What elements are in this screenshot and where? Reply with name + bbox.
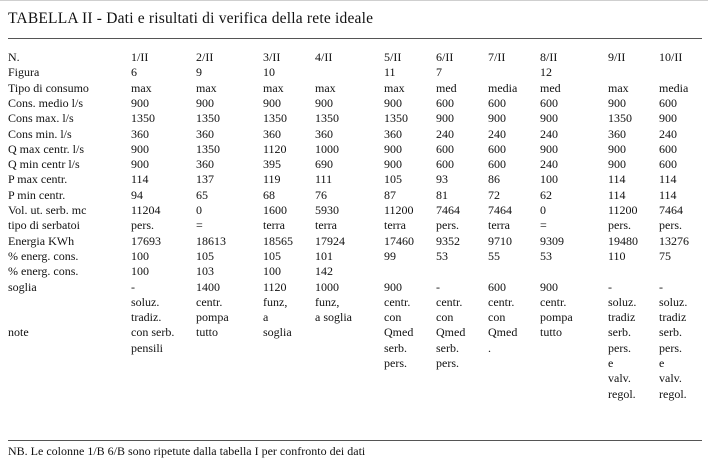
table-cell: med [540,80,561,95]
table-cell: 600 [488,279,506,294]
table-cell: 240 [540,126,558,141]
table-cell: tutto [196,325,219,340]
table-cell: 17460 [384,233,414,248]
row-label: note [8,325,29,340]
row-label: Q min centr l/s [8,157,80,172]
table-cell: valv. [608,371,631,386]
table-cell: 4/II [315,50,333,64]
table-cell: med [436,80,457,95]
table-cell: regol. [608,386,636,401]
table-cell: max [608,80,629,95]
table-cell: 3/II [263,50,281,64]
table-cell: 10/II [659,50,683,64]
row-label: Tipo di consumo [8,80,89,95]
table-cell: pompa [540,310,573,325]
table-cell: 55 [488,248,500,263]
table-cell: soluz. [131,294,160,309]
table-cell: 105 [263,248,281,263]
table-cell: 12 [540,65,552,80]
table-cell: a soglia [315,310,352,325]
table-cell: 100 [131,248,149,263]
table-cell: 114 [608,172,626,187]
table-cell: max [263,80,284,95]
table-cell: funz, [263,294,288,309]
table-cell: 600 [659,141,677,156]
row-label: P min centr. [8,187,66,202]
table-cell: 6 [131,65,137,80]
table-cell: 87 [384,187,396,202]
table-cell: 11200 [384,203,414,217]
row-label: N. [8,50,20,64]
table-cell: 72 [488,187,500,202]
title-rule [8,38,702,39]
table-cell: 111 [315,172,333,187]
table-cell: 7464 [488,203,512,217]
table-cell: 600 [488,95,506,110]
table-cell: 13276 [659,233,689,248]
table-cell: 1350 [384,111,408,126]
table-cell: tutto [540,325,563,340]
table-cell: 11204 [131,203,161,217]
top-border [0,0,708,1]
table-cell: serb. [608,325,631,340]
table-cell: 900 [540,141,558,156]
table-cell: media [488,80,518,95]
table-cell: 900 [608,95,626,110]
table-cell: terra [263,218,285,233]
table-cell: . [488,340,491,355]
table-cell: 1350 [196,141,220,156]
table-cell: 142 [315,264,333,279]
table-cell: 1000 [315,279,339,294]
table-cell: 18565 [263,233,293,248]
table-cell: centr. [488,294,515,309]
table-cell: 1350 [196,111,220,126]
table-cell: 137 [196,172,214,187]
row-label: Cons min. l/s [8,126,72,141]
table-cell: 900 [384,95,402,110]
table-cell: 900 [540,111,558,126]
table-cell: soluz. [659,294,688,309]
table-cell: 93 [436,172,448,187]
row-label: Cons. medio l/s [8,95,84,110]
table-cell: 94 [131,187,143,202]
table-cell: 7464 [436,203,460,217]
table-cell: 81 [436,187,448,202]
table-cell: 360 [384,126,402,141]
table-cell: e [608,356,614,370]
table-cell: 900 [384,157,402,172]
table-cell: 900 [384,141,402,156]
row-label: Energia KWh [8,233,75,248]
table-cell: centr. [196,294,223,309]
table-cell: 114 [659,172,677,187]
table-cell: 1120 [263,279,287,294]
table-cell: tradiz [659,310,687,325]
table-cell: 7464 [659,203,683,217]
table-cell: 240 [540,157,558,172]
table-cell: tradiz. [131,310,162,325]
table-cell: 105 [384,172,402,187]
table-cell: 600 [659,95,677,110]
row-label: % energ. cons. [8,264,79,279]
table-cell: Qmed [488,325,518,340]
table-cell: pers. [436,218,459,233]
table-cell: 900 [131,95,149,110]
table-cell: 62 [540,187,552,202]
table-cell: = [540,218,547,233]
table-cell: 600 [540,95,558,110]
table-cell: 600 [659,157,677,172]
table-cell: 240 [488,126,506,141]
table-cell: 110 [608,248,626,263]
table-cell: 10 [263,65,275,80]
table-cell: serb. [436,340,459,355]
table-cell: con [436,310,454,325]
table-cell: con [384,310,402,325]
table-cell: pers. [436,356,459,370]
table-cell: 9710 [488,233,512,248]
table-cell: 114 [608,187,626,202]
table-cell: 1350 [263,111,287,126]
table-cell: 900 [659,111,677,126]
table-cell: max [196,80,217,95]
table-cell: a [263,310,269,325]
table-cell: - [659,279,663,294]
table-cell: pers. [608,218,631,233]
table-cell: pers. [659,340,682,355]
table-cell: 9352 [436,233,460,248]
table-cell: 600 [436,95,454,110]
table-cell: 600 [488,141,506,156]
table-cell: 18613 [196,233,226,248]
table-cell: 119 [263,172,281,187]
table-cell: 6/II [436,50,454,64]
table-cell: valv. [659,371,682,386]
table-cell: 1350 [315,111,339,126]
table-cell: 600 [436,141,454,156]
table-cell: 1350 [131,111,155,126]
data-table [0,51,708,440]
table-cell: serb. [384,340,407,355]
table-cell: 53 [436,248,448,263]
table-cell: 1600 [263,203,287,217]
table-cell: 900 [540,279,558,294]
table-cell: 65 [196,187,208,202]
table-cell: funz, [315,294,340,309]
table-cell: 19480 [608,233,638,248]
table-cell: 8/II [540,50,558,64]
table-cell: 7 [436,65,442,80]
table-cell: max [384,80,405,95]
row-label: Figura [8,65,40,80]
table-cell: 76 [315,187,327,202]
row-label: tipo di serbatoi [8,218,80,233]
table-cell: 11 [384,65,396,80]
table-cell: pers. [384,356,407,370]
table-cell: con serb. [131,325,175,340]
table-cell: 11200 [608,203,638,217]
table-cell: pensili [131,340,163,355]
table-cell: pompa [196,310,229,325]
table-cell: 100 [263,264,281,279]
row-label: % energ. cons. [8,248,79,263]
table-cell: 2/II [196,50,214,64]
table-cell: 7/II [488,50,506,64]
table-title: TABELLA II - Dati e risultati di verifica della rete ideale [8,10,374,27]
table-cell: soglia [263,325,292,340]
table-cell: 101 [315,248,333,263]
table-cell: 900 [263,95,281,110]
table-cell: e [659,356,665,370]
table-cell: terra [315,218,337,233]
table-cell: 360 [131,126,149,141]
table-cell: 5930 [315,203,339,217]
table-cell: max [315,80,336,95]
table-cell: - [436,279,440,294]
table-cell: 360 [608,126,626,141]
row-label: Cons max. l/s [8,111,74,126]
table-cell: pers. [131,218,154,233]
table-cell: 100 [131,264,149,279]
table-cell: 0 [540,203,546,217]
table-cell: centr. [540,294,567,309]
table-cell: 360 [196,126,214,141]
table-cell: 1400 [196,279,220,294]
table-cell: 17693 [131,233,161,248]
table-cell: 900 [131,141,149,156]
table-cell: 100 [540,172,558,187]
table-cell: Qmed [384,325,414,340]
row-label: Vol. ut. serb. mc [8,203,87,217]
table-cell: 75 [659,248,671,263]
table-cell: 1120 [263,141,287,156]
table-cell: 114 [131,172,149,187]
table-cell: 103 [196,264,214,279]
table-cell: 1/II [131,50,149,64]
table-cell: centr. [436,294,463,309]
table-cell: 114 [659,187,677,202]
table-cell: 5/II [384,50,402,64]
table-cell: - [608,279,612,294]
table-cell: 240 [659,126,677,141]
table-cell: soluz. [608,294,637,309]
table-cell: 900 [608,141,626,156]
table-cell: 900 [436,111,454,126]
table-cell: tradiz [608,310,636,325]
table-cell: 900 [315,95,333,110]
table-cell: pers. [659,218,682,233]
table-bottom-rule [8,440,702,441]
table-cell: 86 [488,172,500,187]
table-cell: 900 [196,95,214,110]
table-cell: con [488,310,506,325]
table-cell: 105 [196,248,214,263]
table-cell: 9309 [540,233,564,248]
table-cell: 900 [608,157,626,172]
table-cell: 9/II [608,50,626,64]
table-cell: 600 [488,157,506,172]
table-cell: 900 [488,111,506,126]
table-cell: regol. [659,386,687,401]
table-cell: 1000 [315,141,339,156]
footnote: NB. Le colonne 1/B 6/B sono ripetute dalla tabella I per confronto dei dati [8,444,366,458]
table-cell: 360 [196,157,214,172]
table-cell: 900 [131,157,149,172]
row-label: P max centr. [8,172,68,187]
table-cell: - [131,279,135,294]
table-cell: media [659,80,689,95]
table-cell: 600 [436,157,454,172]
table-cell: 99 [384,248,396,263]
row-label: soglia [8,279,37,294]
table-cell: terra [384,218,406,233]
table-cell: 240 [436,126,454,141]
table-cell: 9 [196,65,202,80]
table-cell: terra [488,218,510,233]
table-cell: 360 [263,126,281,141]
table-cell: 360 [315,126,333,141]
table-cell: 690 [315,157,333,172]
table-cell: centr. [384,294,411,309]
table-cell: 1350 [608,111,632,126]
table-cell: 0 [196,203,202,217]
table-cell: 53 [540,248,552,263]
table-cell: 395 [263,157,281,172]
row-label: Q max centr. l/s [8,141,84,156]
table-cell: serb. [659,325,682,340]
table-cell: Qmed [436,325,466,340]
table-cell: 68 [263,187,275,202]
table-cell: 900 [384,279,402,294]
table-cell: pers. [608,340,631,355]
table-cell: 17924 [315,233,345,248]
table-cell: = [196,218,203,233]
table-cell: max [131,80,152,95]
